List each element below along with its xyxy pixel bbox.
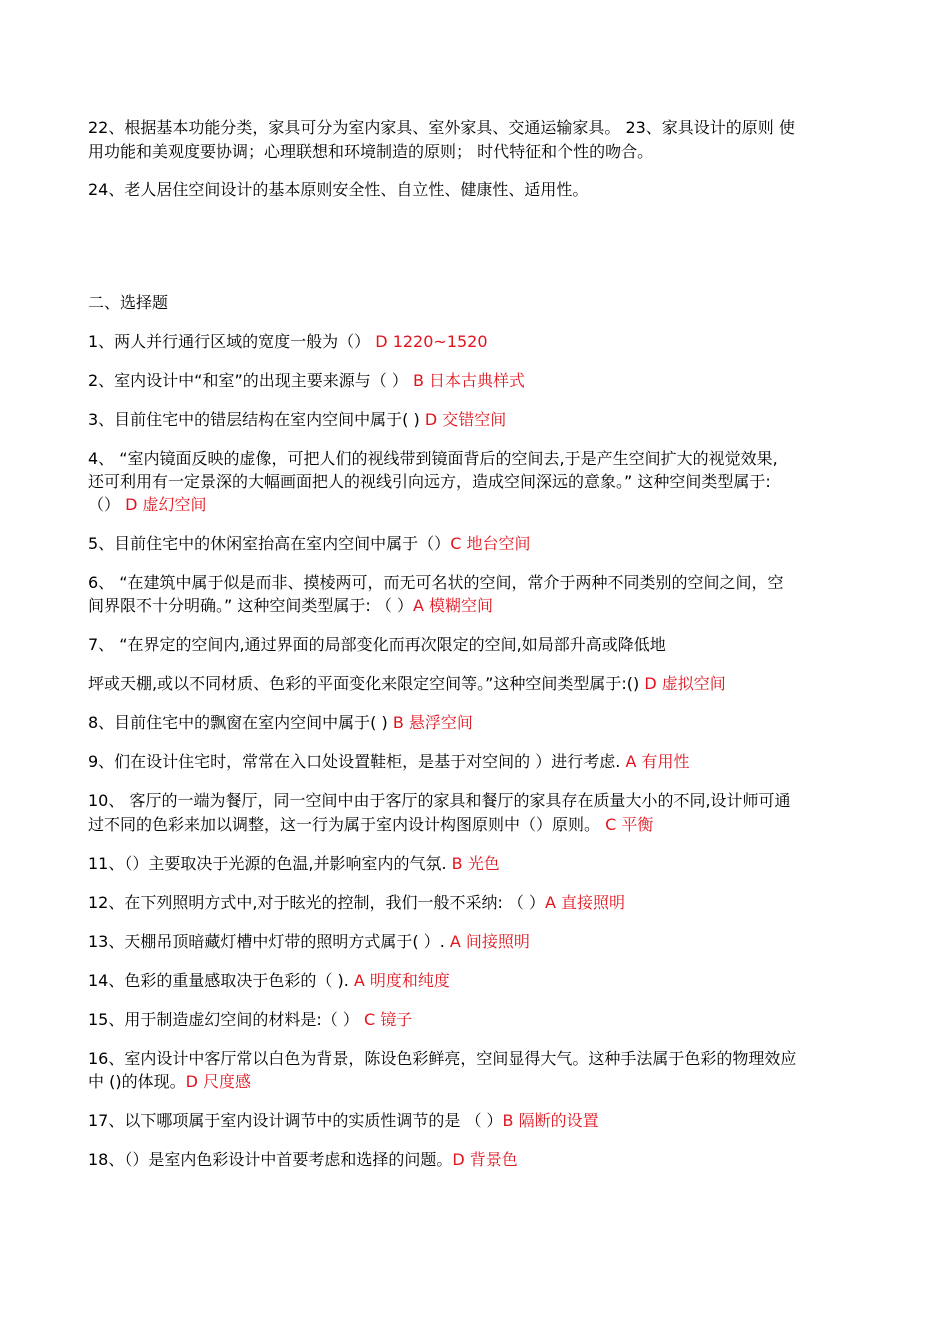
section-title: 二、选择题	[88, 293, 169, 312]
question-text: 5、目前住宅中的休闲室抬高在室内空间中属于（）	[88, 534, 451, 553]
question-text: 15、用于制造虚幻空间的材料是:（ ）	[88, 1010, 364, 1029]
answer-text: D 虚拟空间	[644, 674, 726, 693]
question-6-line1: 6、 “在建筑中属于似是而非、摸棱两可，而无可名状的空间，常介于两种不同类别的空间之间，空	[88, 573, 784, 592]
answer-text: A 有用性	[625, 752, 690, 771]
question-14	[88, 969, 868, 992]
question-3	[88, 408, 868, 431]
question-text: 11、（）主要取决于光源的色温,并影响室内的气氛.	[88, 854, 452, 873]
fill-item-22-23-line1: 22、根据基本功能分类，家具可分为室内家具、室外家具、交通运输家具。 23、家具设计的原则 使	[88, 118, 795, 137]
question-text: 12、在下列照明方式中,对于眩光的控制，我们一般不采纳: （ ）	[88, 893, 546, 912]
answer-text: D 尺度感	[185, 1072, 251, 1091]
answer-text: B 隔断的设置	[502, 1111, 599, 1130]
question-16-line1: 16、室内设计中客厅常以白色为背景，陈设色彩鲜亮，空间显得大气。这种手法属于色彩的物理效应	[88, 1049, 797, 1068]
answer-text: B 日本古典样式	[412, 371, 526, 390]
answer-text: A 明度和纯度	[353, 971, 450, 990]
question-9	[88, 750, 868, 773]
question-15	[88, 1008, 868, 1031]
question-text: 8、目前住宅中的飘窗在室内空间中属于( )	[88, 713, 393, 732]
question-5	[88, 532, 868, 555]
answer-text: B 光色	[451, 854, 500, 873]
question-16-line2	[88, 1070, 868, 1093]
fill-item-24: 24、老人居住空间设计的基本原则安全性、自立性、健康性、适用性。	[88, 180, 589, 199]
answer-text: A 间接照明	[449, 932, 530, 951]
question-text: 17、以下哪项属于室内设计调节中的实质性调节的是 （ ）	[88, 1111, 503, 1130]
question-text: 过不同的色彩来加以调整，这一行为属于室内设计构图原则中（）原则。	[88, 815, 606, 834]
question-4-line1: 4、 “室内镜面反映的虚像，可把人们的视线带到镜面背后的空间去,于是产生空间扩大的视觉效果,	[88, 449, 778, 468]
question-7-line1: 7、 “在界定的空间内,通过界面的局部变化而再次限定的空间,如局部升高或降低地	[88, 635, 666, 654]
fill-item-22-23-line2: 用功能和美观度要协调；心理联想和环境制造的原则； 时代特征和个性的吻合。	[88, 142, 654, 161]
question-13	[88, 930, 868, 953]
question-text: （）	[88, 495, 126, 514]
answer-text: A 模糊空间	[412, 596, 493, 615]
question-4-line3	[88, 493, 868, 516]
answer-text: D 背景色	[452, 1150, 518, 1169]
question-18	[88, 1148, 868, 1171]
question-17	[88, 1109, 868, 1132]
question-text: 中 ()的体现。	[88, 1072, 186, 1091]
answer-text: D 交错空间	[424, 410, 507, 429]
question-2	[88, 369, 868, 392]
question-text: 坪或天棚,或以不同材质、色彩的平面变化来限定空间等。”这种空间类型属于:()	[88, 674, 645, 693]
question-10-line1: 10、 客厅的一端为餐厅，同一空间中由于客厅的家具和餐厅的家具存在质量大小的不同,设计师可通	[88, 791, 791, 810]
question-6-line2	[88, 594, 868, 617]
question-text: 14、色彩的重量感取决于色彩的（ ).	[88, 971, 354, 990]
question-text: 18、（）是室内色彩设计中首要考虑和选择的问题。	[88, 1150, 453, 1169]
question-text: 间界限不十分明确。” 这种空间类型属于: （ ）	[88, 596, 413, 615]
question-7-line2	[88, 672, 868, 695]
question-10-line2	[88, 813, 868, 836]
answer-text: C 地台空间	[450, 534, 531, 553]
answer-text: C 平衡	[605, 815, 654, 834]
question-text: 1、两人并行通行区域的宽度一般为（）	[88, 332, 376, 351]
question-8	[88, 711, 868, 734]
answer-text: C 镜子	[363, 1010, 413, 1029]
answer-text: A 直接照明	[545, 893, 626, 912]
answer-text: D 虚幻空间	[125, 495, 207, 514]
question-text: 2、室内设计中“和室”的出现主要来源与（ ）	[88, 371, 413, 390]
question-text: 13、天棚吊顶暗藏灯槽中灯带的照明方式属于( ）.	[88, 932, 450, 951]
question-12	[88, 891, 868, 914]
question-1	[88, 330, 868, 353]
question-11	[88, 852, 868, 875]
answer-text: D 1220~1520	[375, 332, 488, 351]
question-text: 9、们在设计住宅时，常常在入口处设置鞋柜，是基于对空间的 ）进行考虑.	[88, 752, 626, 771]
answer-text: B 悬浮空间	[392, 713, 473, 732]
question-4-line2: 还可利用有一定景深的大幅画面把人的视线引向远方，造成空间深远的意象。” 这种空间类型属于:	[88, 472, 771, 491]
question-text: 3、目前住宅中的错层结构在室内空间中属于( )	[88, 410, 425, 429]
